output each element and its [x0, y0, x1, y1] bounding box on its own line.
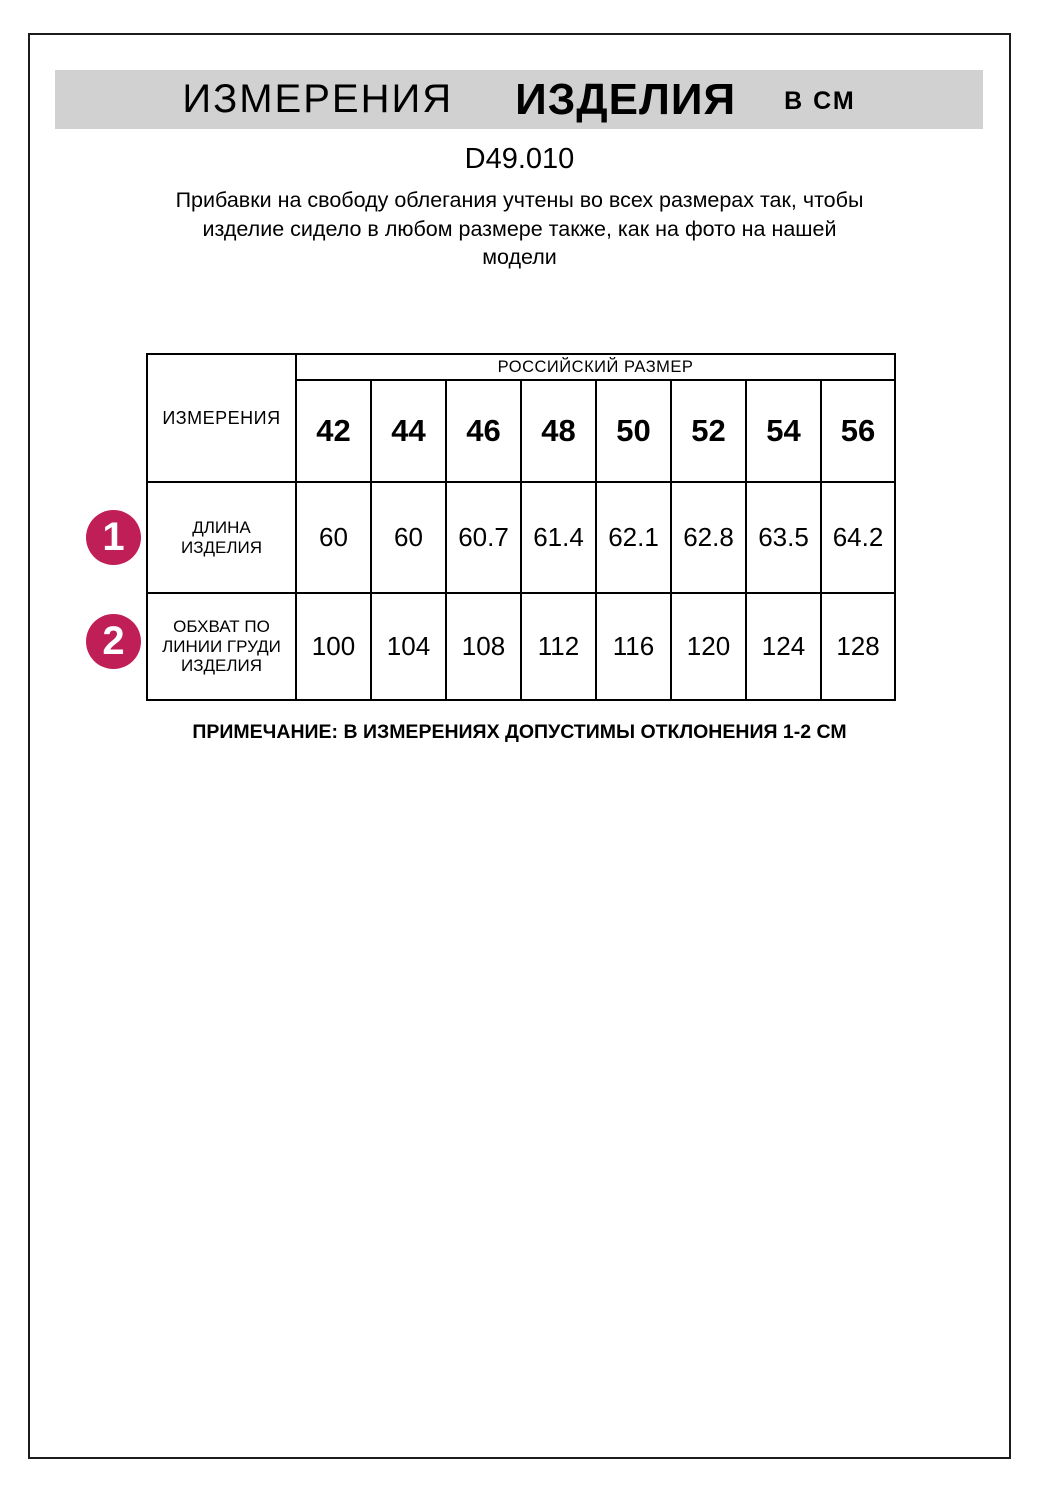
page-title-bar: [55, 70, 983, 129]
fit-description-line: изделие сидело в любом размере также, как на фото на нашей: [202, 216, 837, 241]
size-col-header: 46: [446, 380, 521, 482]
value-cell: 61.4: [521, 482, 596, 593]
value-cell: 116: [596, 593, 671, 700]
corner-header: ИЗМЕРЕНИЯ: [147, 354, 296, 482]
row-marker-2-badge: [86, 614, 141, 669]
row-label-text: ДЛИНА ИЗДЕЛИЯ: [181, 518, 262, 557]
value-cell: 104: [371, 593, 446, 700]
value-cell: 64.2: [821, 482, 895, 593]
value-cell: 62.8: [671, 482, 746, 593]
model-code: D49.010: [464, 143, 575, 175]
value-cell: 100: [296, 593, 371, 700]
size-col-header: 48: [521, 380, 596, 482]
value-cell: 60: [371, 482, 446, 593]
size-col-header: 52: [671, 380, 746, 482]
row-label-text: ОБХВАТ ПО ЛИНИИ ГРУДИ ИЗДЕЛИЯ: [162, 617, 281, 676]
value-cell: 128: [821, 593, 895, 700]
size-col-header: 42: [296, 380, 371, 482]
size-table: [146, 353, 896, 701]
page-title-measurements: ИЗМЕРЕНИЯ: [182, 77, 454, 121]
value-cell: 120: [671, 593, 746, 700]
table-row-length: [147, 482, 895, 593]
size-col-header: 54: [746, 380, 821, 482]
value-cell: 124: [746, 593, 821, 700]
value-cell: 62.1: [596, 482, 671, 593]
size-col-header: 44: [371, 380, 446, 482]
value-cell: 63.5: [746, 482, 821, 593]
fit-description-line: Прибавки на свободу облегания учтены во всех размерах так, чтобы: [175, 188, 864, 212]
value-cell: 108: [446, 593, 521, 700]
value-cell: 60.7: [446, 482, 521, 593]
row-marker-1-number: 1: [102, 515, 125, 559]
fit-description: [28, 186, 1011, 272]
size-col-header: 50: [596, 380, 671, 482]
size-col-header: 56: [821, 380, 895, 482]
table-row-group-header: [147, 354, 895, 380]
fit-description-line: модели: [482, 245, 557, 269]
row-label: [147, 593, 296, 700]
page-title-product: ИЗДЕЛИЯ: [515, 74, 737, 124]
row-marker-2-number: 2: [102, 619, 125, 663]
page-title-unit: В СМ: [784, 87, 856, 115]
row-marker-1-badge: [86, 510, 141, 565]
value-cell: 112: [521, 593, 596, 700]
value-cell: 60: [296, 482, 371, 593]
tolerance-note: ПРИМЕЧАНИЕ: В ИЗМЕРЕНИЯХ ДОПУСТИМЫ ОТКЛОНЕНИЯ 1-2 СМ: [192, 721, 847, 743]
table-row-chest: [147, 593, 895, 700]
row-label: [147, 482, 296, 593]
group-header: РОССИЙСКИЙ РАЗМЕР: [296, 354, 895, 380]
